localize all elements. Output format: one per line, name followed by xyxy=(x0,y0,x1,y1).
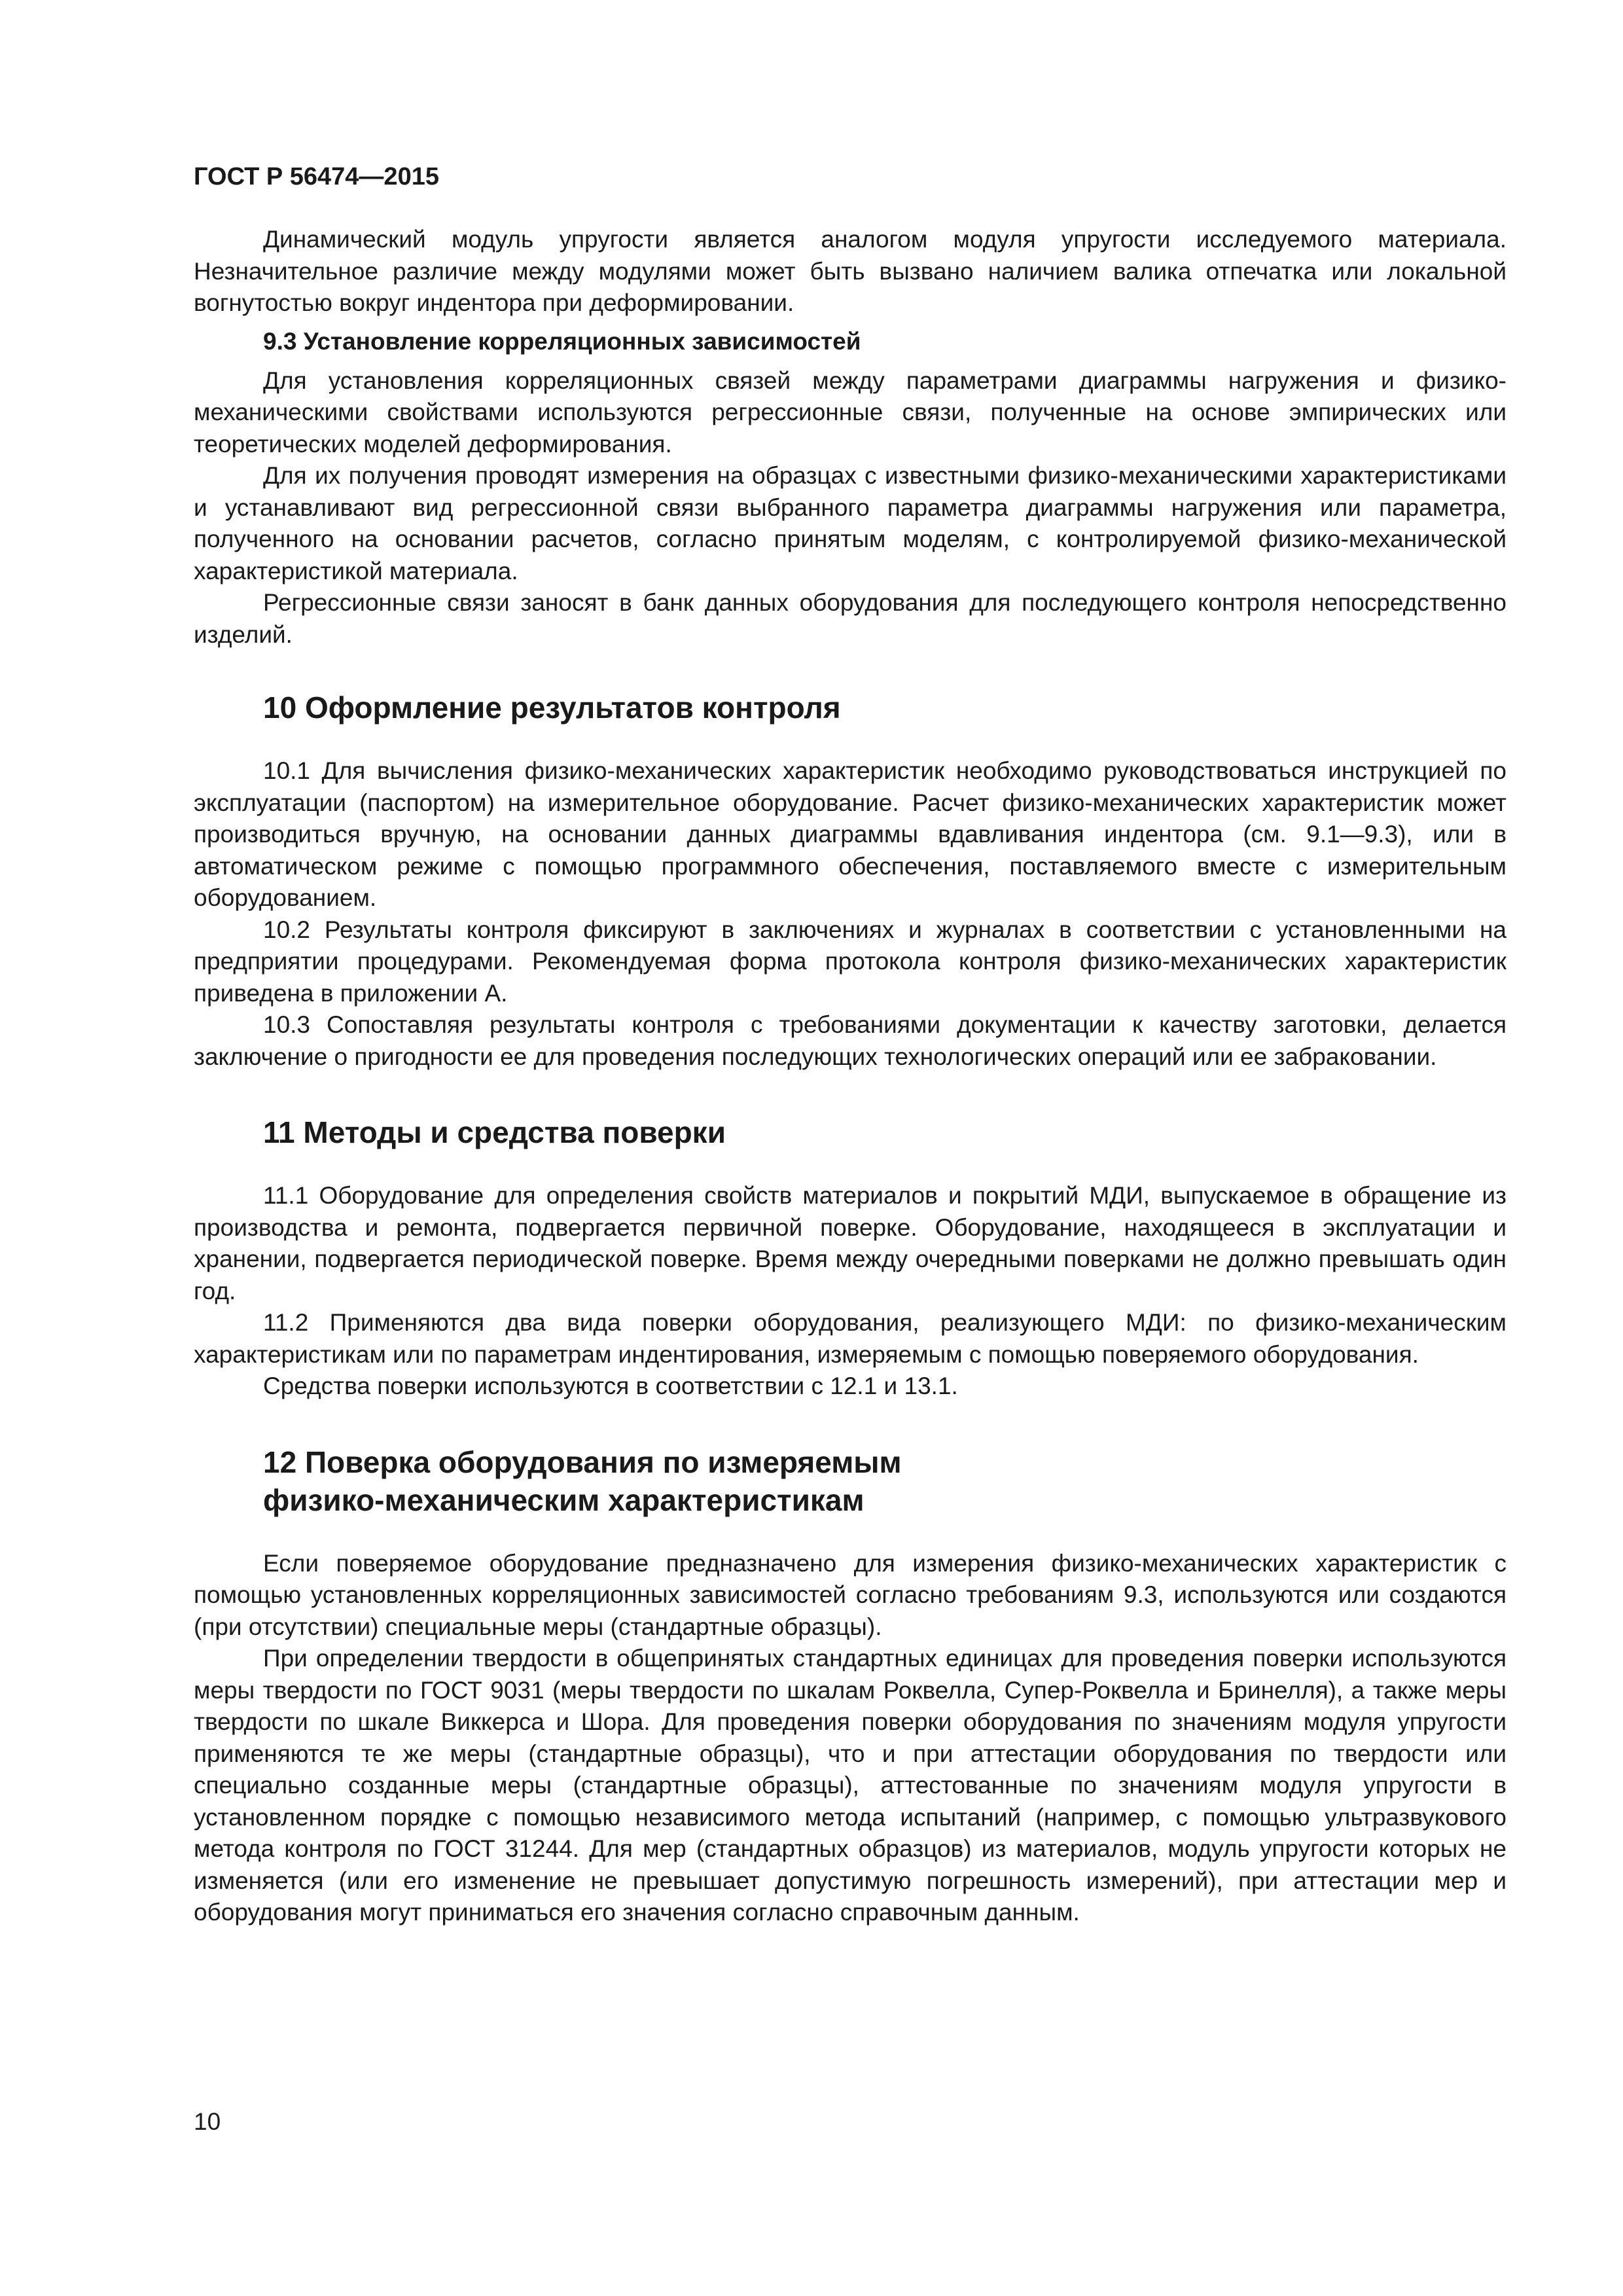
page-number: 10 xyxy=(194,2108,221,2135)
section-9-3-paragraph: Для установления корреляционных связей между параметрами диаграммы нагружения и физикомеханическими свойствами используются регрессионные связи, полученные на основе эмпирических или теоретических моделей деформирования. xyxy=(194,367,1507,457)
section-11-paragraph: 11.2 Применяются два вида поверки оборудования, реализующего МДИ: по физико-механическим характеристикам или по параметрам индентирования, измеряемым с помощью поверяемого оборудования. xyxy=(194,1309,1507,1368)
section-12-title-line2: физико-механическим характеристикам xyxy=(263,1482,865,1517)
section-9-3-paragraph: Регрессионные связи заносят в банк данных оборудования для последующего контроля непосредственно изделий. xyxy=(194,589,1507,648)
section-9-3-paragraph: Для их получения проводят измерения на образцах с известными физико-механическими характеристиками и устанавливают вид регрессионной связи выбранного параметра диаграммы нагружения или параметра, полученного на основании расчетов, согласно принятым моделям, с контролируемой физико-механической характеристикой материала. xyxy=(194,462,1507,584)
intro-paragraph: Динамический модуль упругости является аналогом модуля упругости исследуемого материала. Незначительное различие между модулями может быть вызвано наличием валика отпечатка или локальной вогнутостью вокруг индентора при деформировании. xyxy=(194,226,1507,316)
section-11-title: 11 Методы и средства поверки xyxy=(263,1115,726,1149)
section-10-paragraph: 10.1 Для вычисления физико-механических характеристик необходимо руководствоваться инструкцией по эксплуатации (паспортом) на измерительное оборудование. Расчет физико-механических характеристик может производиться вручную, на основании данных диаграммы вдавливания индентора (см. 9.1—9.3), или в автоматическом режиме с помощью программного обеспечения, поставляемого вместе с измерительным оборудованием. xyxy=(194,757,1507,911)
section-10-paragraph: 10.2 Результаты контроля фиксируют в заключениях и журналах в соответствии с установленными на предприятии процедурами. Рекомендуемая форма протокола контроля физико-механических характеристик приведена в приложении А. xyxy=(194,916,1507,1007)
document-code: ГОСТ Р 56474—2015 xyxy=(194,163,439,190)
subsection-9-3-title: 9.3 Установление корреляционных зависимостей xyxy=(263,327,861,355)
section-12-paragraph: При определении твердости в общепринятых стандартных единицах для проведения поверки используются меры твердости по ГОСТ 9031 (меры твердости по шкалам Роквелла, Супер-Роквелла и Бринелля), а также меры твердости по шкале Виккерса и Шора. Для проведения поверки оборудования по значениям модуля упругости применяются те же меры (стандартные образцы), что и при аттестации оборудования по твердости или специально созданные меры (стандартные образцы), аттестованные по значениям модуля упругости в установленном порядке с помощью независимого метода испытаний (например, с помощью ультразвукового метода контроля по ГОСТ 31244. Для мер (стандартных образцов) из материалов, модуль упругости которых не изменяется (или его изменение не превышает допустимую погрешность измерений), при аттестации мер и оборудования могут приниматься его значения согласно справочным данным. xyxy=(194,1645,1507,1926)
section-12-title xyxy=(263,1443,1507,1519)
section-11-paragraph: 11.1 Оборудование для определения свойств материалов и покрытий МДИ, выпускаемое в обращение из производства и ремонта, подвергается первичной поверке. Оборудование, находящееся в эксплуатации и хранении, подвергается периодической поверке. Время между очередными поверками не должно превышать один год. xyxy=(194,1182,1507,1304)
section-11-paragraph: Средства поверки используются в соответствии с 12.1 и 13.1. xyxy=(263,1372,958,1399)
section-12-paragraph: Если поверяемое оборудование предназначено для измерения физико-механических характеристик с помощью установленных корреляционных зависимостей согласно требованиям 9.3, используются или создаются (при отсутствии) специальные меры (стандартные образцы). xyxy=(194,1549,1507,1640)
section-10-paragraph: 10.3 Сопоставляя результаты контроля с требованиями документации к качеству заготовки, делается заключение о пригодности ее для проведения последующих технологических операций или ее забраковании. xyxy=(194,1011,1507,1070)
section-10-title: 10 Оформление результатов контроля xyxy=(263,691,841,725)
section-12-title-line1: 12 Поверка оборудования по измеряемым xyxy=(263,1444,902,1479)
